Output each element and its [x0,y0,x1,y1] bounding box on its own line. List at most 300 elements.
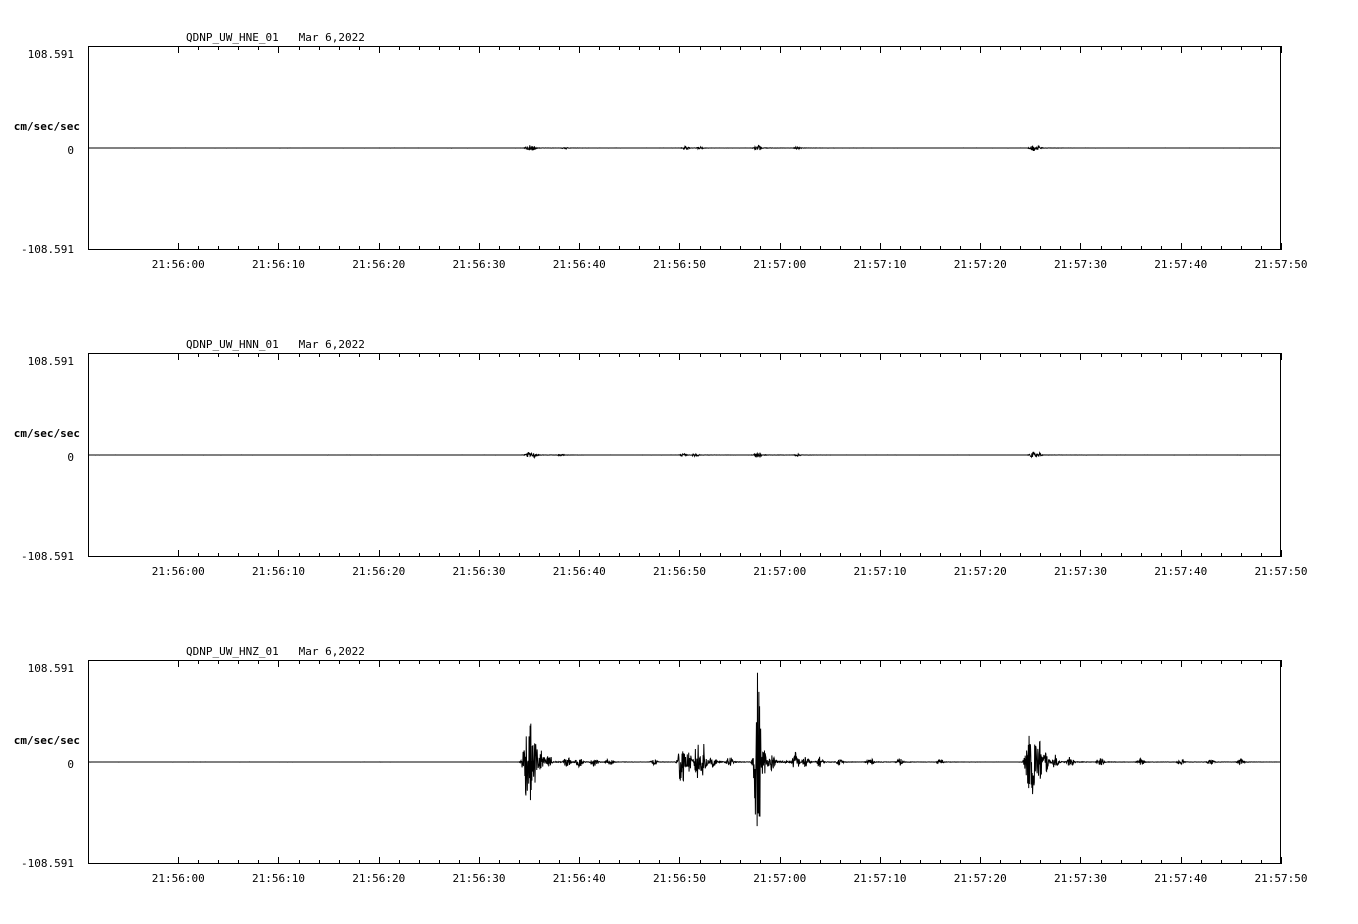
x-major-tick [579,243,580,250]
x-minor-tick [419,660,420,664]
x-major-tick [980,243,981,250]
x-minor-tick [499,46,500,50]
x-minor-tick [659,353,660,357]
x-minor-tick [1241,553,1242,557]
x-tick-label: 21:57:40 [1154,872,1208,885]
x-major-tick [379,857,380,864]
x-minor-tick [700,553,701,557]
x-major-tick [1181,243,1182,250]
x-minor-tick [800,860,801,864]
x-major-tick [1281,353,1282,360]
x-minor-tick [359,246,360,250]
x-minor-tick [1221,246,1222,250]
x-minor-tick [860,553,861,557]
x-minor-tick [720,553,721,557]
x-minor-tick [900,46,901,50]
x-minor-tick [760,246,761,250]
x-major-tick [178,660,179,667]
panel-title-hnn [186,338,365,351]
x-tick-label: 21:56:00 [151,872,205,885]
x-minor-tick [940,353,941,357]
x-minor-tick [760,353,761,357]
x-minor-tick [1141,660,1142,664]
x-minor-tick [1141,553,1142,557]
x-minor-tick [599,246,600,250]
x-minor-tick [840,860,841,864]
x-tick-label: 21:57:30 [1053,872,1107,885]
x-minor-tick [820,553,821,557]
x-minor-tick [1020,860,1021,864]
x-minor-tick [1000,860,1001,864]
x-minor-tick [1000,353,1001,357]
x-major-tick [178,550,179,557]
x-major-tick [880,46,881,53]
x-minor-tick [840,353,841,357]
x-minor-tick [940,246,941,250]
y-axis-zero-label-hne: 0 [67,144,74,157]
x-minor-tick [1060,246,1061,250]
x-minor-tick [619,860,620,864]
x-tick-label: 21:57:30 [1053,565,1107,578]
x-tick-label: 21:56:40 [552,872,606,885]
x-minor-tick [299,353,300,357]
x-major-tick [980,550,981,557]
x-minor-tick [399,246,400,250]
x-tick-label: 21:56:20 [352,872,406,885]
x-minor-tick [599,660,600,664]
x-major-tick [1080,550,1081,557]
x-minor-tick [519,46,520,50]
x-minor-tick [459,860,460,864]
x-minor-tick [1121,660,1122,664]
x-minor-tick [1201,246,1202,250]
x-major-tick [379,353,380,360]
x-minor-tick [319,46,320,50]
x-minor-tick [920,246,921,250]
x-minor-tick [700,46,701,50]
x-minor-tick [1000,46,1001,50]
x-minor-tick [519,353,520,357]
x-minor-tick [960,246,961,250]
x-major-tick [1181,353,1182,360]
x-minor-tick [399,353,400,357]
x-minor-tick [499,660,500,664]
x-minor-tick [1020,660,1021,664]
x-minor-tick [920,353,921,357]
x-minor-tick [519,860,520,864]
x-minor-tick [1101,860,1102,864]
x-minor-tick [940,860,941,864]
x-minor-tick [760,46,761,50]
x-minor-tick [720,353,721,357]
x-minor-tick [960,660,961,664]
x-major-tick [379,660,380,667]
x-major-tick [780,550,781,557]
x-minor-tick [1161,553,1162,557]
x-minor-tick [619,660,620,664]
x-minor-tick [720,246,721,250]
x-major-tick [880,550,881,557]
x-minor-tick [319,553,320,557]
x-minor-tick [820,46,821,50]
x-minor-tick [900,553,901,557]
x-major-tick [278,857,279,864]
x-major-tick [1181,550,1182,557]
x-major-tick [980,857,981,864]
x-minor-tick [499,860,500,864]
x-minor-tick [1141,353,1142,357]
x-minor-tick [940,553,941,557]
x-minor-tick [559,46,560,50]
x-minor-tick [439,246,440,250]
x-tick-label: 21:56:40 [552,565,606,578]
x-minor-tick [399,46,400,50]
x-minor-tick [920,860,921,864]
x-major-tick [1181,46,1182,53]
x-minor-tick [559,553,560,557]
y-axis-min-label-hne: -108.591 [21,243,74,256]
x-tick-label: 21:57:10 [853,565,907,578]
x-minor-tick [198,353,199,357]
panel-title-hnz [186,645,365,658]
x-minor-tick [339,246,340,250]
x-tick-label: 21:57:00 [753,258,807,271]
x-tick-label: 21:57:00 [753,565,807,578]
x-minor-tick [1000,553,1001,557]
x-minor-tick [599,353,600,357]
x-minor-tick [1241,46,1242,50]
x-minor-tick [319,246,320,250]
x-minor-tick [860,246,861,250]
x-minor-tick [319,353,320,357]
x-minor-tick [820,246,821,250]
x-minor-tick [639,46,640,50]
x-minor-tick [1101,353,1102,357]
x-minor-tick [1161,860,1162,864]
x-tick-label: 21:57:20 [953,565,1007,578]
x-tick-label: 21:57:50 [1254,872,1308,885]
x-major-tick [780,857,781,864]
x-minor-tick [198,246,199,250]
x-minor-tick [299,46,300,50]
x-minor-tick [539,553,540,557]
x-minor-tick [198,553,199,557]
x-minor-tick [720,660,721,664]
x-minor-tick [419,553,420,557]
panel-date-text: Mar 6,2022 [298,31,365,44]
x-major-tick [780,660,781,667]
x-minor-tick [539,353,540,357]
x-minor-tick [1020,46,1021,50]
x-tick-label: 21:56:20 [352,258,406,271]
x-tick-label: 21:57:10 [853,258,907,271]
y-axis-zero-label-hnn: 0 [67,451,74,464]
x-major-tick [479,660,480,667]
x-minor-tick [299,246,300,250]
x-minor-tick [1000,246,1001,250]
x-minor-tick [1221,660,1222,664]
x-major-tick [679,243,680,250]
x-minor-tick [619,246,620,250]
x-minor-tick [860,353,861,357]
x-minor-tick [659,660,660,664]
x-minor-tick [519,660,520,664]
x-minor-tick [218,860,219,864]
x-minor-tick [1060,860,1061,864]
x-minor-tick [1121,553,1122,557]
x-major-tick [679,550,680,557]
x-minor-tick [1221,553,1222,557]
x-minor-tick [1141,246,1142,250]
x-minor-tick [1221,353,1222,357]
x-minor-tick [1060,553,1061,557]
x-major-tick [1181,660,1182,667]
x-minor-tick [459,353,460,357]
x-major-tick [1080,660,1081,667]
x-minor-tick [659,46,660,50]
x-major-tick [780,353,781,360]
x-minor-tick [419,353,420,357]
x-tick-label: 21:56:50 [652,258,706,271]
x-minor-tick [1141,46,1142,50]
x-minor-tick [1040,46,1041,50]
x-major-tick [579,660,580,667]
x-minor-tick [258,860,259,864]
x-major-tick [1080,46,1081,53]
x-minor-tick [599,860,600,864]
x-major-tick [679,353,680,360]
x-major-tick [880,243,881,250]
x-major-tick [679,857,680,864]
x-tick-label: 21:56:10 [251,565,305,578]
x-major-tick [679,46,680,53]
x-minor-tick [218,353,219,357]
x-major-tick [780,243,781,250]
x-minor-tick [740,46,741,50]
x-minor-tick [1141,860,1142,864]
x-tick-label: 21:57:10 [853,872,907,885]
x-minor-tick [238,660,239,664]
x-minor-tick [860,860,861,864]
x-minor-tick [659,553,660,557]
x-major-tick [1080,353,1081,360]
x-minor-tick [1101,246,1102,250]
x-minor-tick [1241,860,1242,864]
x-minor-tick [960,860,961,864]
x-minor-tick [940,46,941,50]
x-minor-tick [1060,660,1061,664]
x-minor-tick [339,353,340,357]
x-minor-tick [740,553,741,557]
x-major-tick [178,857,179,864]
x-minor-tick [619,46,620,50]
x-minor-tick [419,46,420,50]
x-minor-tick [258,660,259,664]
x-minor-tick [900,353,901,357]
x-tick-label: 21:56:10 [251,258,305,271]
x-minor-tick [700,860,701,864]
x-minor-tick [238,353,239,357]
x-minor-tick [439,860,440,864]
x-major-tick [178,353,179,360]
x-major-tick [1281,550,1282,557]
x-minor-tick [760,660,761,664]
x-minor-tick [800,553,801,557]
x-minor-tick [439,46,440,50]
y-axis-max-label-hnn: 108.591 [27,355,74,368]
x-minor-tick [519,553,520,557]
x-minor-tick [820,860,821,864]
x-major-tick [1281,857,1282,864]
x-major-tick [579,353,580,360]
x-minor-tick [1201,353,1202,357]
x-major-tick [479,243,480,250]
x-minor-tick [1161,353,1162,357]
x-minor-tick [339,860,340,864]
x-minor-tick [459,553,460,557]
x-major-tick [1080,857,1081,864]
x-minor-tick [1040,553,1041,557]
x-minor-tick [840,553,841,557]
x-minor-tick [800,46,801,50]
x-minor-tick [1040,860,1041,864]
x-minor-tick [1201,553,1202,557]
x-minor-tick [760,553,761,557]
x-minor-tick [459,246,460,250]
x-tick-label: 21:56:50 [652,565,706,578]
x-minor-tick [499,553,500,557]
x-major-tick [880,353,881,360]
x-minor-tick [800,660,801,664]
panel-title-text: QDNP_UW_HNE_01 [186,31,279,44]
x-minor-tick [1221,860,1222,864]
x-minor-tick [1261,553,1262,557]
x-minor-tick [539,660,540,664]
x-minor-tick [760,860,761,864]
x-major-tick [1281,660,1282,667]
x-minor-tick [599,46,600,50]
x-major-tick [579,857,580,864]
x-minor-tick [198,660,199,664]
x-minor-tick [1121,46,1122,50]
x-minor-tick [559,353,560,357]
x-minor-tick [459,660,460,664]
x-minor-tick [1201,660,1202,664]
x-minor-tick [1101,46,1102,50]
x-minor-tick [800,246,801,250]
y-axis-zero-label-hnz: 0 [67,758,74,771]
y-axis-min-label-hnn: -108.591 [21,550,74,563]
waveform-panel-hne [0,0,1358,290]
panel-title-text: QDNP_UW_HNN_01 [186,338,279,351]
x-tick-label: 21:56:00 [151,258,205,271]
x-minor-tick [439,353,440,357]
x-tick-label: 21:56:30 [452,565,506,578]
x-minor-tick [1101,553,1102,557]
x-minor-tick [559,660,560,664]
x-minor-tick [1241,246,1242,250]
y-axis-units-hne: cm/sec/sec [13,120,80,133]
x-major-tick [980,660,981,667]
x-minor-tick [720,860,721,864]
x-major-tick [479,857,480,864]
x-major-tick [579,550,580,557]
x-minor-tick [1101,660,1102,664]
x-minor-tick [419,246,420,250]
x-minor-tick [299,660,300,664]
x-minor-tick [499,246,500,250]
y-axis-max-label-hnz: 108.591 [27,662,74,675]
x-minor-tick [960,353,961,357]
x-minor-tick [1201,46,1202,50]
x-minor-tick [319,860,320,864]
x-minor-tick [559,860,560,864]
x-minor-tick [700,246,701,250]
x-minor-tick [399,860,400,864]
x-minor-tick [238,46,239,50]
x-minor-tick [198,46,199,50]
x-minor-tick [800,353,801,357]
x-tick-label: 21:57:50 [1254,565,1308,578]
x-tick-label: 21:56:40 [552,258,606,271]
x-minor-tick [960,553,961,557]
x-minor-tick [639,660,640,664]
x-minor-tick [700,353,701,357]
x-minor-tick [940,660,941,664]
x-minor-tick [1261,660,1262,664]
x-minor-tick [1261,246,1262,250]
x-minor-tick [960,46,961,50]
x-tick-label: 21:56:30 [452,872,506,885]
x-minor-tick [218,553,219,557]
x-major-tick [278,660,279,667]
y-axis-units-hnz: cm/sec/sec [13,734,80,747]
x-minor-tick [1201,860,1202,864]
x-tick-label: 21:57:40 [1154,565,1208,578]
x-minor-tick [840,246,841,250]
x-minor-tick [900,660,901,664]
x-minor-tick [860,46,861,50]
x-tick-label: 21:56:50 [652,872,706,885]
x-minor-tick [559,246,560,250]
plot-area-hnz [88,660,1281,864]
x-minor-tick [439,553,440,557]
x-minor-tick [218,46,219,50]
x-minor-tick [258,353,259,357]
x-minor-tick [1040,353,1041,357]
panel-date-text: Mar 6,2022 [298,645,365,658]
x-minor-tick [1000,660,1001,664]
x-major-tick [178,46,179,53]
x-minor-tick [1221,46,1222,50]
plot-area-hne [88,46,1281,250]
y-axis-min-label-hnz: -108.591 [21,857,74,870]
x-minor-tick [840,46,841,50]
x-minor-tick [619,553,620,557]
x-minor-tick [700,660,701,664]
x-minor-tick [1261,860,1262,864]
x-minor-tick [258,246,259,250]
x-minor-tick [1040,246,1041,250]
x-minor-tick [238,246,239,250]
x-tick-label: 21:57:20 [953,872,1007,885]
x-minor-tick [1261,353,1262,357]
x-major-tick [980,46,981,53]
x-minor-tick [920,46,921,50]
x-major-tick [1281,46,1282,53]
x-minor-tick [339,553,340,557]
x-minor-tick [339,660,340,664]
